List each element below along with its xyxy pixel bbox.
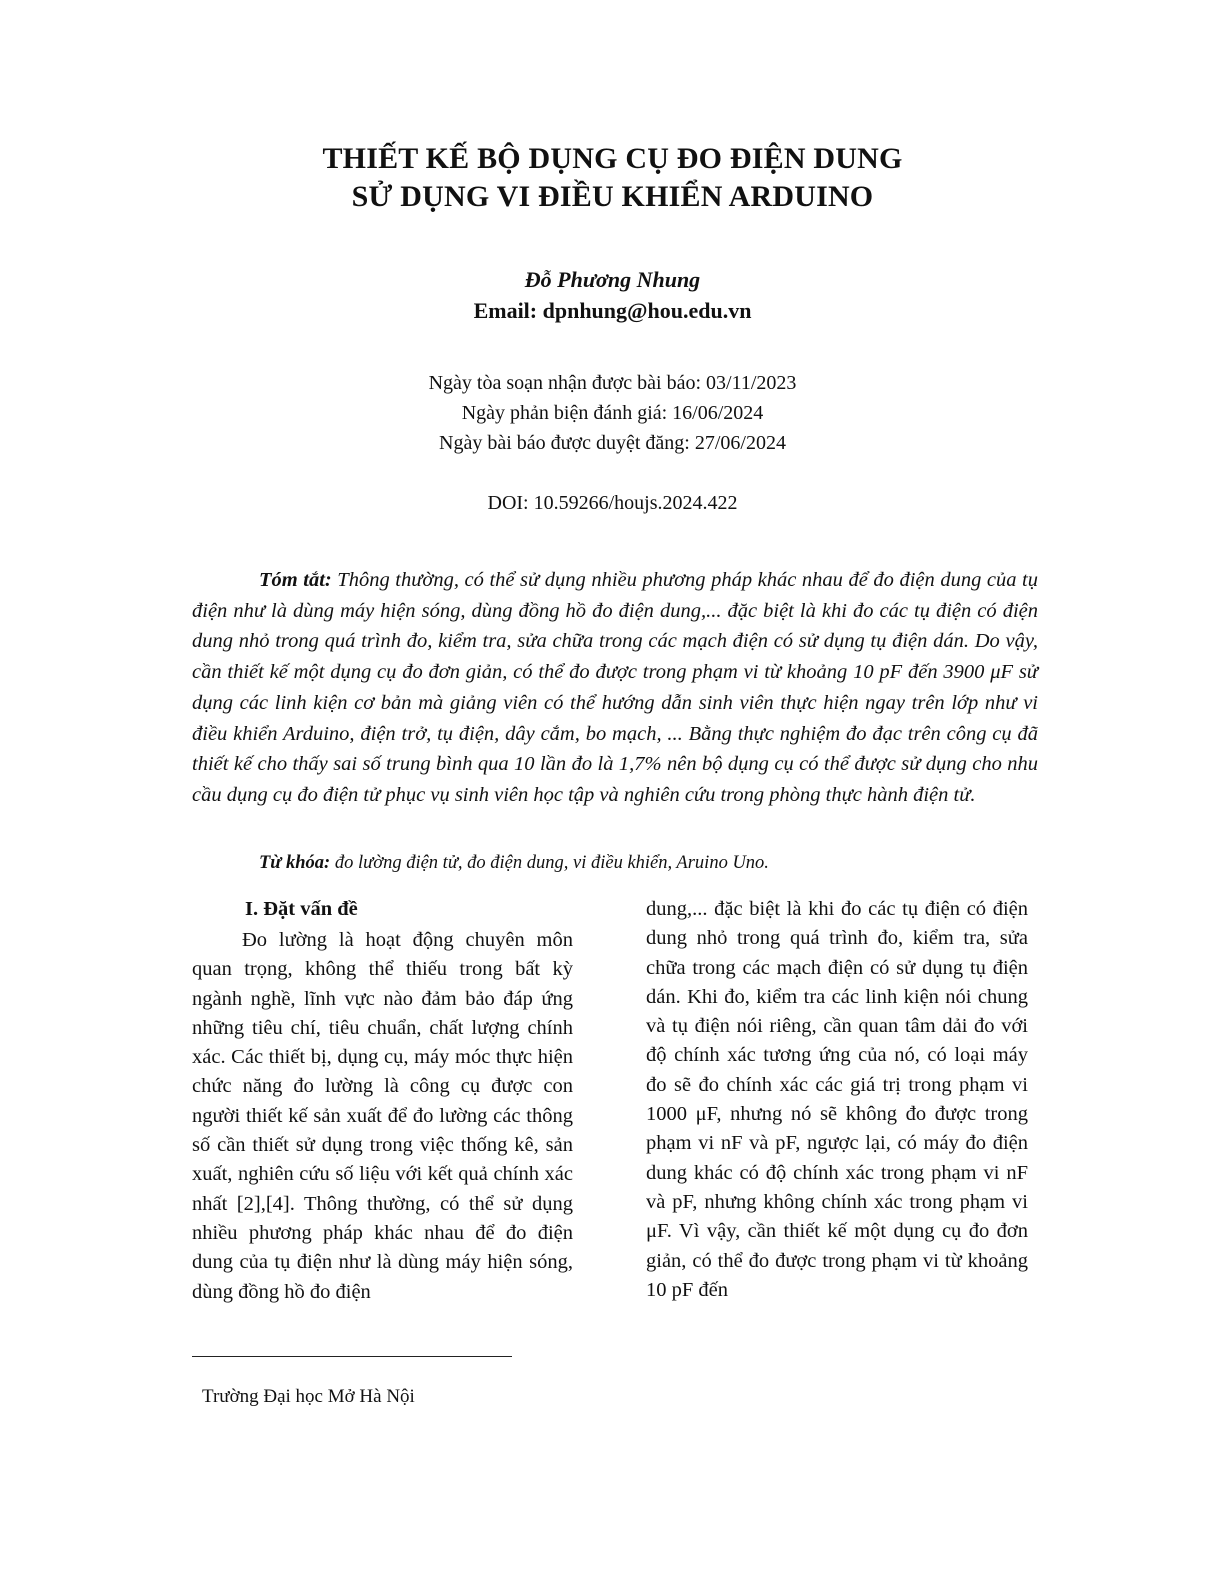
submission-dates — [0, 368, 1225, 458]
footnote-divider — [192, 1356, 512, 1357]
keywords — [259, 850, 769, 876]
abstract — [192, 565, 1038, 811]
author-email: Email: dpnhung@hou.edu.vn — [473, 298, 752, 323]
abstract-label: Tóm tắt: — [259, 569, 332, 591]
date-reviewed: Ngày phản biện đánh giá: 16/06/2024 — [461, 402, 764, 424]
section-heading: I. Đặt vấn đề — [245, 898, 358, 920]
title-line-2: SỬ DỤNG VI ĐIỀU KHIỂN ARDUINO — [351, 180, 874, 213]
footnote-affiliation: Trường Đại học Mở Hà Nội — [202, 1386, 415, 1407]
date-accepted: Ngày bài báo được duyệt đăng: 27/06/2024 — [439, 432, 786, 454]
author-name: Đỗ Phương Nhung — [524, 267, 701, 292]
body-right-column: dung,... đặc biệt là khi đo các tụ điện có điện dung nhỏ trong quá trình đo, kiểm tra, sửa chữa trong các mạch điện có sử dụng tụ điện dán. Khi đo, kiểm tra các linh kiện nói chung và tụ điện nói riêng, cần quan tâm dải đo với độ chính xác tương ứng của nó, có loại máy đo sẽ đo chính xác các giá trị trong phạm vi 1000 μF, nhưng nó sẽ không đo được trong phạm vi nF và pF, ngược lại, có máy đo điện dung khác có độ chính xác trong phạm vi nF và pF, nhưng không chính xác trong phạm vi μF. Vì vậy, cần thiết kế một dụng cụ đo đơn giản, có thể đo được trong phạm vi từ khoảng 10 pF đến — [646, 898, 1028, 1301]
keywords-label: Từ khóa: — [259, 853, 331, 873]
abstract-text: Thông thường, có thể sử dụng nhiều phương pháp khác nhau để đo điện dung của tụ điện như là dùng máy hiện sóng, dùng đồng hồ đo điện dung,... đặc biệt là khi đo các tụ điện có điện dung nhỏ trong quá trình đo, kiểm tra, sửa chữa trong các mạch điện có sử dụng tụ điện dán. Do vậy, cần thiết kế một dụng cụ đo đơn giản, có thể đo được trong phạm vi từ khoảng 10 pF đến 3900 μF sử dụng các linh kiện cơ bản mà giảng viên có thể hướng dẫn sinh viên thực hiện ngay trên lớp như vi điều khiển Arduino, điện trở, tụ điện, dây cắm, bo mạch, ... Bằng thực nghiệm đo đạc trên công cụ đã thiết kế cho thấy sai số trung bình qua 10 lần đo là 1,7% nên bộ dụng cụ có thể được sử dụng cho nhu cầu dụng cụ đo điện tử phục vụ sinh viên học tập và nghiên cứu trong phòng thực hành điện tử. — [192, 569, 1038, 806]
title-line-1: THIẾT KẾ BỘ DỤNG CỤ ĐO ĐIỆN DUNG — [322, 142, 903, 175]
date-received: Ngày tòa soạn nhận được bài báo: 03/11/2023 — [428, 372, 797, 394]
doi: DOI: 10.59266/houjs.2024.422 — [487, 492, 738, 514]
paper-title — [0, 140, 1225, 216]
body-left-column: Đo lường là hoạt động chuyên môn quan trọng, không thể thiếu trong bất kỳ ngành nghề, lĩnh vực nào đảm bảo đáp ứng những tiêu chí, tiêu chuẩn, chất lượng chính xác. Các thiết bị, dụng cụ, máy móc thực hiện chức năng đo lường là công cụ được con người thiết kế sản xuất để đo lường các thông số cần thiết sử dụng trong việc thống kê, sản xuất, nghiên cứu số liệu với kết quả chính xác nhất [2],[4]. Thông thường, có thể sử dụng nhiều phương pháp khác nhau để đo điện dung của tụ điện như là dùng máy hiện sóng, dùng đồng hồ đo điện — [192, 929, 573, 1303]
keywords-text: đo lường điện tử, đo điện dung, vi điều khiển, Aruino Uno. — [330, 853, 769, 873]
